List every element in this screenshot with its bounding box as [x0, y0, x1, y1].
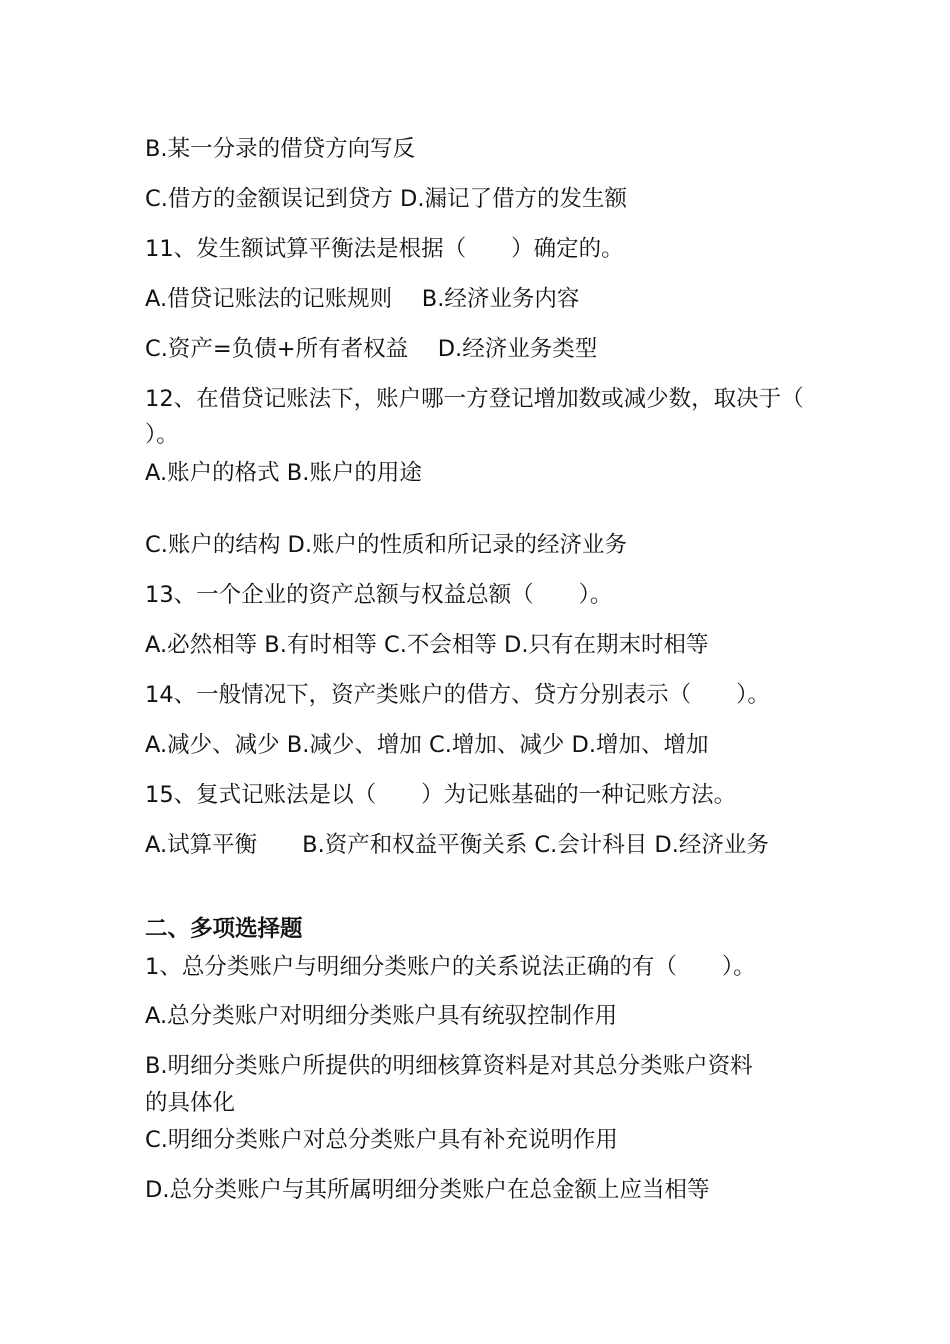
q11-options-cd: C.资产=负债+所有者权益 D.经济业务类型 [145, 336, 598, 362]
section-heading: 二、多项选择题 [145, 916, 303, 942]
option-b-line: B.某一分录的借贷方向写反 [145, 136, 416, 162]
question-11: 11、发生额试算平衡法是根据（ ）确定的。 [145, 236, 624, 262]
q11-options-ab: A.借贷记账法的记账规则 B.经济业务内容 [145, 286, 580, 312]
question-14: 14、一般情况下，资产类账户的借方、贷方分别表示（ ）。 [145, 682, 770, 708]
multi-q1-option-d: D.总分类账户与其所属明细分类账户在总金额上应当相等 [145, 1177, 710, 1203]
multi-q1-option-c: C.明细分类账户对总分类账户具有补充说明作用 [145, 1127, 618, 1153]
question-12: 12、在借贷记账法下，账户哪一方登记增加数或减少数，取决于（ [145, 386, 804, 412]
multi-question-1: 1、总分类账户与明细分类账户的关系说法正确的有（ ）。 [145, 954, 756, 980]
question-13: 13、一个企业的资产总额与权益总额（ ）。 [145, 582, 613, 608]
question-15: 15、复式记账法是以（ ）为记账基础的一种记账方法。 [145, 782, 737, 808]
q13-options: A.必然相等 B.有时相等 C.不会相等 D.只有在期末时相等 [145, 632, 709, 658]
q14-options: A.减少、减少 B.减少、增加 C.增加、减少 D.增加、增加 [145, 732, 709, 758]
multi-q1-option-a: A.总分类账户对明细分类账户具有统驭控制作用 [145, 1003, 618, 1029]
q12-options-cd: C.账户的结构 D.账户的性质和所记录的经济业务 [145, 532, 627, 558]
option-cd-line: C.借方的金额误记到贷方 D.漏记了借方的发生额 [145, 186, 627, 212]
multi-q1-option-b-continued: 的具体化 [145, 1090, 236, 1116]
q12-options-ab: A.账户的格式 B.账户的用途 [145, 460, 422, 486]
question-12-continued: ）。 [145, 422, 179, 448]
multi-q1-option-b: B.明细分类账户所提供的明细核算资料是对其总分类账户资料 [145, 1053, 753, 1079]
q15-options: A.试算平衡 B.资产和权益平衡关系 C.会计科目 D.经济业务 [145, 832, 769, 858]
